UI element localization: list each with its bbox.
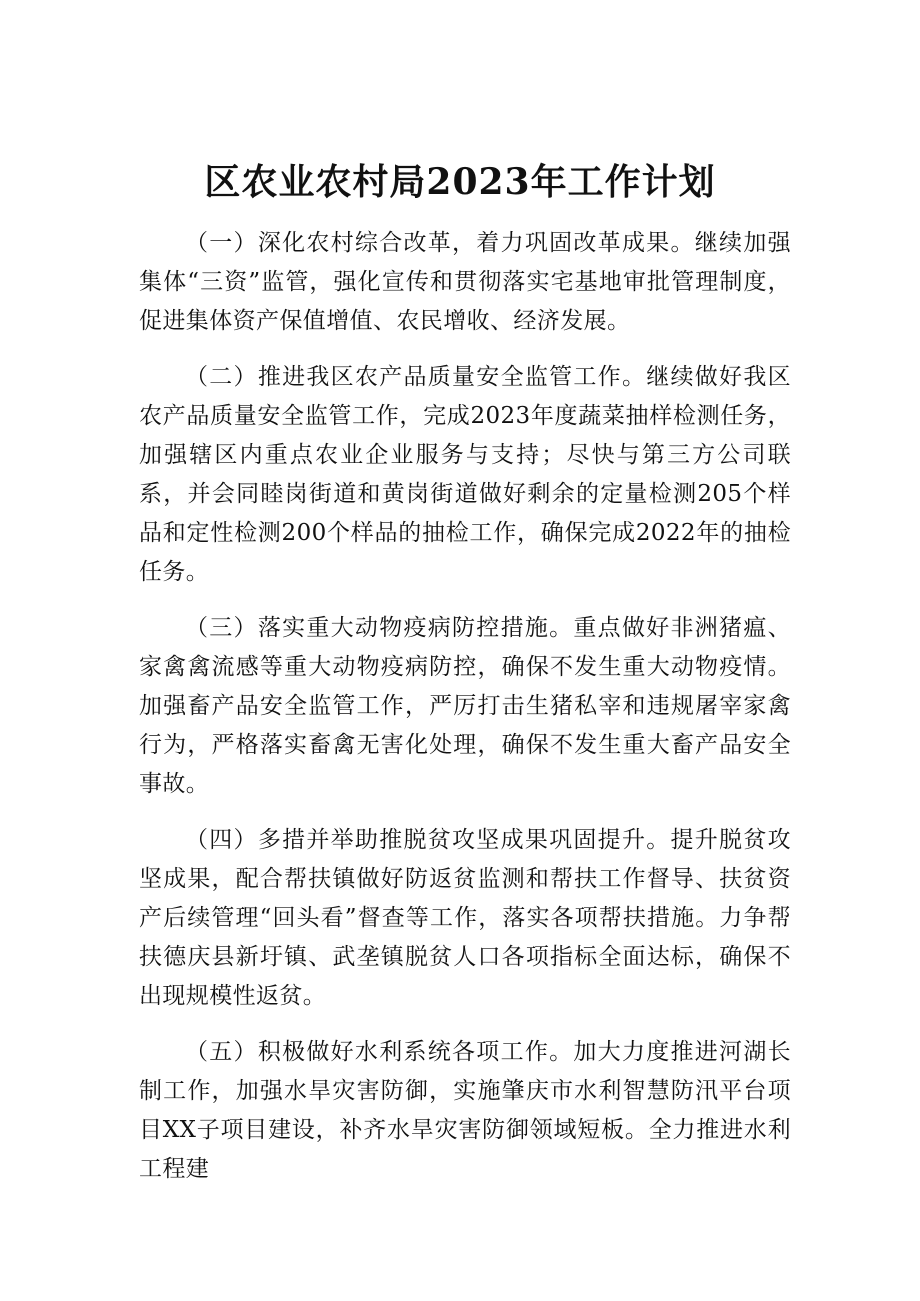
paragraph-1: （一）深化农村综合改革，着力巩固改革成果。继续加强集体“三资”监管，强化宣传和贯彻落实宅基地审批管理制度，促进集体资产保值增值、农民增收、经济发展。 <box>139 230 791 334</box>
paragraph-2: （二）推进我区农产品质量安全监管工作。继续做好我区农产品质量安全监管工作，完成2023年度蔬菜抽样检测任务，加强辖区内重点农业企业服务与支持；尽快与第三方公司联系，并会同睦岗街道和黄岗街道做好剩余的定量检测205个样品和定性检测200个样品的抽检工作，确保完成2022年的抽检任务。 <box>139 364 791 585</box>
paragraph-4: （四）多措并举助推脱贫攻坚成果巩固提升。提升脱贫攻坚成果，配合帮扶镇做好防返贫监测和帮扶工作督导、扶贫资产后续管理“回头看”督查等工作，落实各项帮扶措施。力争帮扶德庆县新圩镇、武垄镇脱贫人口各项指标全面达标，确保不出现规模性返贫。 <box>139 827 791 1009</box>
paragraph-3: （三）落实重大动物疫病防控措施。重点做好非洲猪瘟、家禽禽流感等重大动物疫病防控，确保不发生重大动物疫情。加强畜产品安全监管工作，严厉打击生猪私宰和违规屠宰家禽行为，严格落实畜禽无害化处理，确保不发生重大畜产品安全事故。 <box>139 615 791 797</box>
paragraph-5: （五）积极做好水利系统各项工作。加大力度推进河湖长制工作，加强水旱灾害防御，实施肇庆市水利智慧防汛平台项目XX子项目建设，补齐水旱灾害防御领域短板。全力推进水利工程建 <box>139 1039 791 1182</box>
document-title: 区农业农村局2023年工作计划 <box>204 161 716 204</box>
document-body <box>139 224 791 1189</box>
